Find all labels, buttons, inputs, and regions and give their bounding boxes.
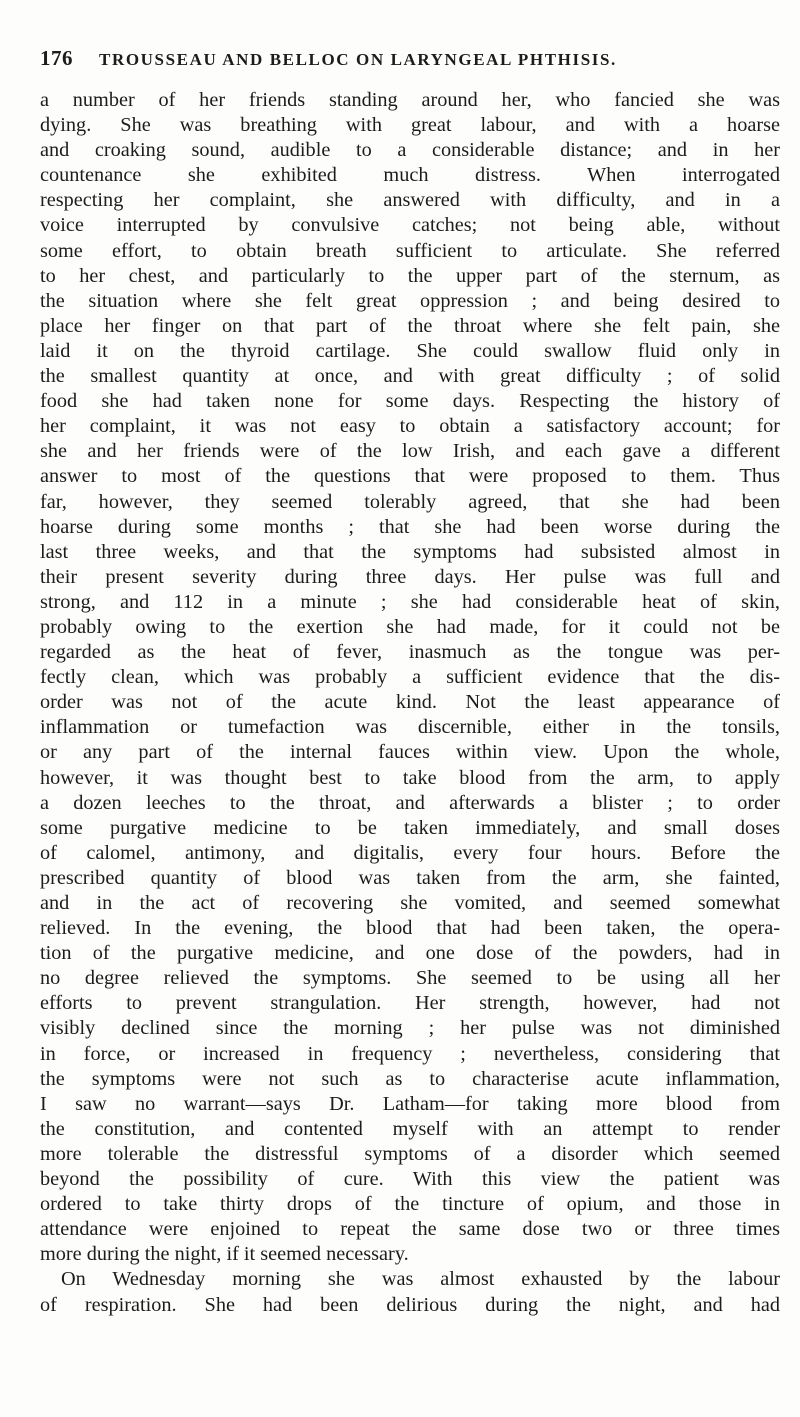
text-line: attendance were enjoined to repeat the same dose two or three times xyxy=(40,1218,780,1241)
text-line: a dozen leeches to the throat, and afterwards a blister ; to order xyxy=(40,791,780,814)
text-line: their present severity during three days. Her pulse was full and xyxy=(40,565,780,588)
text-line: order was not of the acute kind. Not the least appearance of xyxy=(40,691,780,714)
text-line: and croaking sound, audible to a considerable distance; and in her xyxy=(40,139,780,162)
text-line: dying. She was breathing with great labour, and with a hoarse xyxy=(40,114,780,137)
text-line: answer to most of the questions that were proposed to them. Thus xyxy=(40,465,780,488)
text-line: visibly declined since the morning ; her pulse was not diminished xyxy=(40,1017,780,1040)
text-line: in force, or increased in frequency ; nevertheless, considering that xyxy=(40,1042,780,1065)
text-line: no degree relieved the symptoms. She seemed to be using all her xyxy=(40,967,780,990)
text-line: some purgative medicine to be taken immediately, and small doses xyxy=(40,816,780,839)
text-line: regarded as the heat of fever, inasmuch as the tongue was per- xyxy=(40,641,780,664)
text-line: tion of the purgative medicine, and one dose of the powders, had in xyxy=(40,942,780,965)
text-line: beyond the possibility of cure. With this view the patient was xyxy=(40,1168,780,1191)
text-line: I saw no warrant—says Dr. Latham—for taking more blood from xyxy=(40,1092,780,1115)
text-line: last three weeks, and that the symptoms had subsisted almost in xyxy=(40,540,780,563)
text-line: and in the act of recovering she vomited, and seemed somewhat xyxy=(40,892,780,914)
text-line: inflammation or tumefaction was discernible, either in the tonsils, xyxy=(40,716,780,739)
text-line: her complaint, it was not easy to obtain a satisfactory account; for xyxy=(40,415,780,438)
text-line: she and her friends were of the low Irish, and each gave a different xyxy=(40,440,780,463)
text-line: far, however, they seemed tolerably agreed, that she had been xyxy=(40,490,780,513)
page-number: 176 xyxy=(40,46,73,70)
text-line: the symptoms were not such as to characterise acute inflammation, xyxy=(40,1067,780,1090)
text-line: voice interrupted by convulsive catches; not being able, without xyxy=(40,214,780,237)
body-text xyxy=(40,88,780,1318)
text-line: a number of her friends standing around her, who fancied she was xyxy=(40,89,780,111)
text-line: fectly clean, which was probably a sufficient evidence that the dis- xyxy=(40,666,780,689)
text-line: or any part of the internal fauces within view. Upon the whole, xyxy=(40,741,780,764)
text-line: place her finger on that part of the throat where she felt pain, she xyxy=(40,314,780,337)
text-line: ordered to take thirty drops of the tincture of opium, and those in xyxy=(40,1193,780,1216)
text-line: however, it was thought best to take blood from the arm, to apply xyxy=(40,766,780,789)
text-line: hoarse during some months ; that she had been worse during the xyxy=(40,515,780,538)
text-line: probably owing to the exertion she had made, for it could not be xyxy=(40,615,780,638)
text-line: more tolerable the distressful symptoms of a disorder which seemed xyxy=(40,1142,780,1165)
text-line: the situation where she felt great oppression ; and being desired to xyxy=(40,289,780,312)
text-line: of respiration. She had been delirious during the night, and had xyxy=(40,1293,780,1316)
text-line: respecting her complaint, she answered with difficulty, and in a xyxy=(40,189,780,212)
text-line: to her chest, and particularly to the upper part of the sternum, as xyxy=(40,264,780,287)
running-title: TROUSSEAU AND BELLOC ON LARYNGEAL PHTHISIS. xyxy=(99,50,617,69)
text-line: strong, and 112 in a minute ; she had considerable heat of skin, xyxy=(40,590,780,613)
text-line: of calomel, antimony, and digitalis, every four hours. Before the xyxy=(40,841,780,864)
text-line: prescribed quantity of blood was taken from the arm, she fainted, xyxy=(40,866,780,889)
text-line: the constitution, and contented myself with an attempt to render xyxy=(40,1117,780,1140)
text-line: relieved. In the evening, the blood that had been taken, the opera- xyxy=(40,917,780,940)
text-line: efforts to prevent strangulation. Her strength, however, had not xyxy=(40,992,780,1015)
text-line: the smallest quantity at once, and with great difficulty ; of solid xyxy=(40,365,780,388)
text-line: some effort, to obtain breath sufficient to articulate. She referred xyxy=(40,239,780,262)
paragraph-start-line: On Wednesday morning she was almost exhausted by the labour xyxy=(61,1268,780,1291)
running-head xyxy=(40,46,780,76)
paragraph-end-line: more during the night, if it seemed necessary. xyxy=(40,1243,409,1266)
text-line: laid it on the thyroid cartilage. She could swallow fluid only in xyxy=(40,339,780,362)
text-line: food she had taken none for some days. Respecting the history of xyxy=(40,390,780,413)
text-line: countenance she exhibited much distress. When interrogated xyxy=(40,164,780,187)
